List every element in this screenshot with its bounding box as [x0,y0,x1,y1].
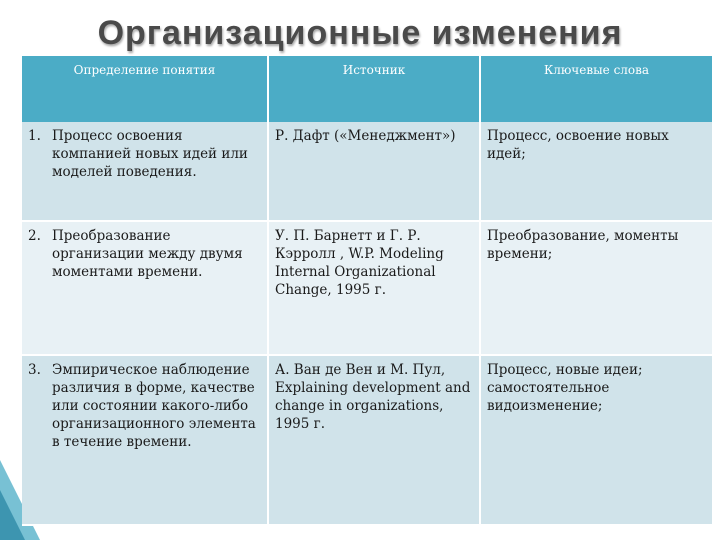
definition-cell [22,221,268,355]
row-number: 1. [28,128,41,144]
table-row [22,122,712,221]
definition-text: Процесс освоения компанией новых идей или моделей поведения. [52,128,248,180]
keywords-cell: Процесс, новые идеи; самостоятельное видоизменение; [480,355,712,525]
definitions-table [22,56,712,526]
table-row [22,221,712,355]
header-definition: Определение понятия [22,56,268,122]
source-cell: У. П. Барнетт и Г. Р. Кэрролл , W.P. Modeling Internal Organizational Change, 1995 г. [268,221,480,355]
definition-text: Преобразование организации между двумя моментами времени. [52,228,243,280]
definition-cell [22,355,268,525]
keywords-cell: Преобразование, моменты времени; [480,221,712,355]
keywords-cell: Процесс, освоение новых идей; [480,122,712,221]
definition-cell [22,122,268,221]
slide-title: Организационные изменения [97,14,623,52]
header-source: Источник [268,56,480,122]
table-row [22,355,712,525]
definition-text: Эмпирическое наблюдение различия в форме, качестве или состоянии какого-либо организационного элемента в течение времени. [52,362,256,450]
row-number: 2. [28,228,41,244]
source-cell: Р. Дафт («Менеджмент») [268,122,480,221]
header-keywords: Ключевые слова [480,56,712,122]
row-number: 3. [28,362,41,378]
table-header-row [22,56,712,122]
source-cell: А. Ван де Вен и М. Пул, Explaining development and change in organizations, 1995 г. [268,355,480,525]
